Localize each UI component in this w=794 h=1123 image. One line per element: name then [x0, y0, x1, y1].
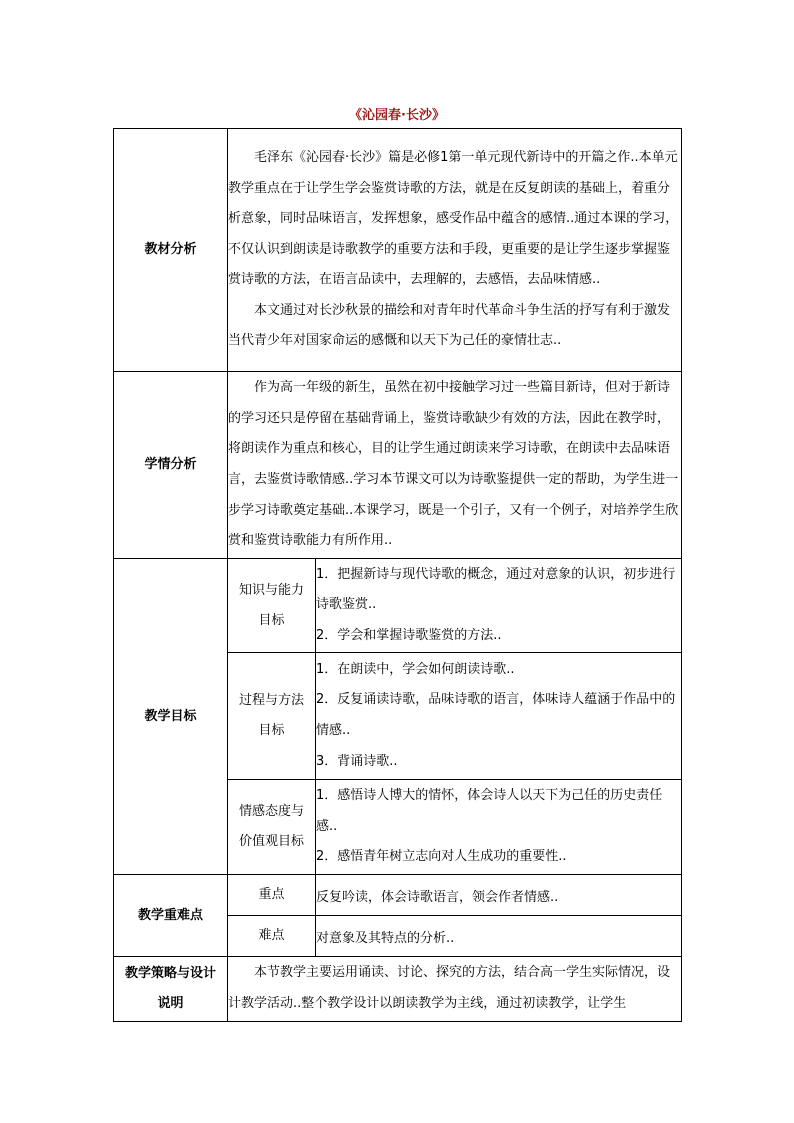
lesson-plan-table — [113, 128, 682, 1022]
sub-key-point: 重点 — [228, 875, 316, 916]
sub-emotion-values — [228, 780, 316, 875]
label-teaching-objectives: 教学目标 — [114, 559, 228, 875]
sub-process-method-label: 过程与方法目标 — [238, 693, 304, 738]
label-strategy — [114, 957, 228, 1022]
sub-knowledge-ability — [228, 559, 316, 653]
emotion-values-content — [316, 780, 682, 875]
sub-difficult-point: 难点 — [228, 916, 316, 957]
textbook-analysis-paragraph-1: 毛泽东《沁园春·长沙》篇是必修1第一单元现代新诗中的开篇之作..本单元教学重点在于让学生学会鉴赏诗歌的方法，就是在反复朗读的基础上，着重分析意象，同时品味语言，发挥想象，感受作品中蕴含的感情..通过本课的学习，不仅认识到朗读是诗歌教学的重要方法和手段，更重要的是让学生逐步掌握鉴赏诗歌的方法，在语言品读中，去理解的，去感悟，去品味情感.. — [228, 149, 679, 288]
objective-item: 2．反复诵读诗歌，品味诗歌的语言，体味诗人蕴涵于作品中的情感.. — [316, 692, 676, 738]
row-strategy — [114, 957, 682, 1022]
strategy-content — [228, 957, 682, 1022]
row-student-analysis — [114, 372, 682, 559]
label-textbook-analysis: 教材分析 — [114, 129, 228, 372]
document-title: 《沁园春·长沙》 — [349, 108, 445, 123]
objective-item: 1．感悟诗人博大的情怀，体会诗人以天下为己任的历史责任感.. — [316, 788, 663, 834]
row-textbook-analysis — [114, 129, 682, 372]
student-analysis-paragraph-1: 作为高一年级的新生，虽然在初中接触学习过一些篇目新诗，但对于新诗的学习还只是停留在基础背诵上，鉴赏诗歌缺少有效的方法，因此在教学时，将朗读作为重点和核心，目的让学生通过朗读来学习诗歌，在朗读中去品味语言，去鉴赏诗歌情感..学习本节课文可以为诗歌鉴提供一定的帮助，为学生进一步学习诗歌奠定基础..本课学习，既是一个引子，又有一个例子，对培养学生欣赏和鉴赏诗歌能力有所作用.. — [228, 380, 679, 549]
row-key-point — [114, 875, 682, 916]
objective-item: 3．背诵诗歌.. — [316, 753, 398, 769]
objective-item: 1．在朗读中，学会如何朗读诗歌.. — [316, 661, 515, 677]
label-strategy-text: 教学策略与设计说明 — [124, 966, 216, 1011]
student-analysis-content — [228, 372, 682, 559]
objective-item: 1．把握新诗与现代诗歌的概念，通过对意象的认识，初步进行诗歌鉴赏.. — [316, 566, 676, 613]
difficult-point-content: 对意象及其特点的分析.. — [316, 916, 682, 957]
row-objective-knowledge — [114, 559, 682, 653]
sub-process-method — [228, 653, 316, 780]
strategy-paragraph-1: 本节教学主要运用诵读、讨论、探究的方法，结合高一学生实际情况，设计教学活动..整个教学设计以朗读教学为主线，通过初读教学，让学生 — [228, 965, 671, 1011]
objective-item: 2．感悟青年树立志向对人生成功的重要性.. — [316, 849, 567, 865]
knowledge-ability-content — [316, 559, 682, 653]
sub-emotion-values-label: 情感态度与价值观目标 — [238, 804, 304, 849]
label-student-analysis: 学情分析 — [114, 372, 228, 559]
textbook-analysis-paragraph-2: 本文通过对长沙秋景的描绘和对青年时代革命斗争生活的抒写有利于激发当代青少年对国家命运的感慨和以天下为己任的豪情壮志.. — [228, 302, 671, 349]
sub-knowledge-ability-label: 知识与能力目标 — [238, 582, 304, 628]
label-key-difficult-points: 教学重难点 — [114, 875, 228, 957]
objective-item: 2．学会和掌握诗歌鉴赏的方法.. — [316, 627, 502, 643]
key-point-content: 反复吟读，体会诗歌语言，领会作者情感.. — [316, 875, 682, 916]
process-method-content — [316, 653, 682, 780]
textbook-analysis-content — [228, 129, 682, 372]
